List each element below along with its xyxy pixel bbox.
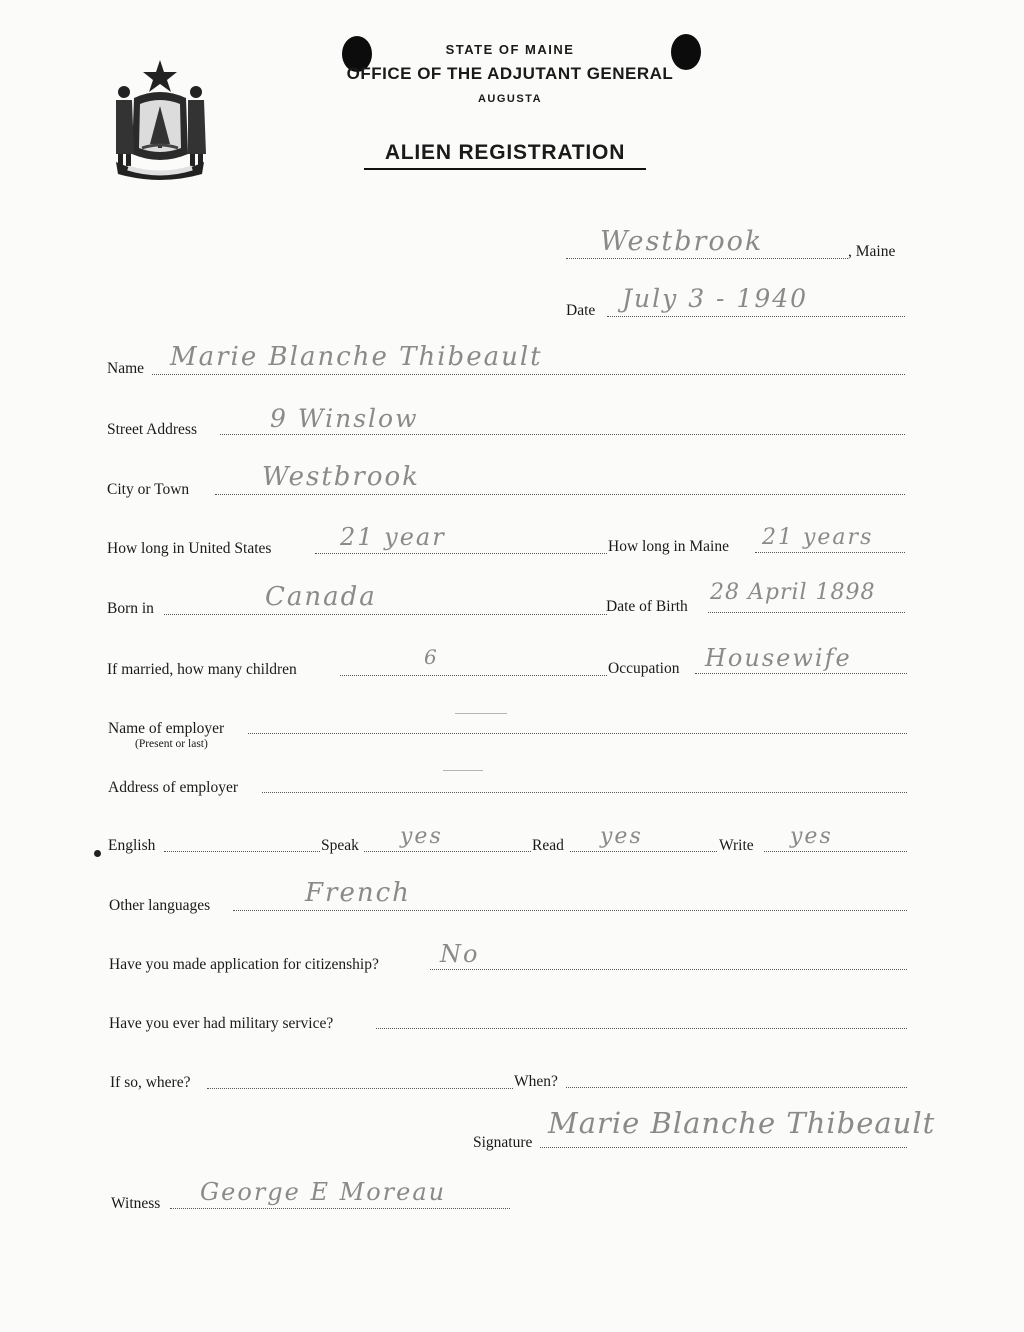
born-in-line xyxy=(164,614,607,615)
read-line xyxy=(570,851,717,852)
speak-value: yes xyxy=(400,824,443,849)
town-value: Westbrook xyxy=(600,226,764,257)
employer-address-line xyxy=(262,792,907,793)
read-value: yes xyxy=(600,824,643,849)
street-value: 9 Winslow xyxy=(270,404,419,433)
english-label: English xyxy=(108,837,156,854)
date-value: July 3 - 1940 xyxy=(622,284,809,313)
street-line xyxy=(220,434,905,435)
children-line xyxy=(340,675,607,676)
born-in-label: Born in xyxy=(107,600,154,617)
header-state: STATE OF MAINE xyxy=(445,42,575,57)
witness-value: George E Moreau xyxy=(200,1178,447,1206)
when-line xyxy=(566,1087,907,1088)
city-line xyxy=(215,494,905,495)
employer-sublabel: (Present or last) xyxy=(135,738,208,750)
citizenship-label: Have you made application for citizenship? xyxy=(109,956,379,973)
witness-line xyxy=(170,1208,510,1209)
occupation-value: Housewife xyxy=(705,644,852,672)
where-label: If so, where? xyxy=(110,1074,191,1091)
other-languages-value: French xyxy=(305,878,411,908)
speak-line xyxy=(364,851,531,852)
us-duration-value: 21 year xyxy=(340,523,446,551)
employer-address-label: Address of employer xyxy=(108,779,238,796)
name-value: Marie Blanche Thibeault xyxy=(170,342,543,372)
witness-label: Witness xyxy=(111,1195,161,1212)
children-label: If married, how many children xyxy=(107,661,297,678)
children-value: 6 xyxy=(424,645,439,669)
employer-dash xyxy=(455,713,507,714)
header-office: OFFICE OF THE ADJUTANT GENERAL xyxy=(346,64,674,83)
birth-date-value: 28 April 1898 xyxy=(710,580,876,605)
city-label: City or Town xyxy=(107,481,190,498)
us-duration-line xyxy=(315,553,607,554)
military-line xyxy=(376,1028,907,1029)
form-title: ALIEN REGISTRATION xyxy=(364,141,646,170)
military-label: Have you ever had military service? xyxy=(109,1015,334,1032)
citizenship-line xyxy=(430,969,907,970)
speak-label: Speak xyxy=(321,837,359,854)
write-line xyxy=(764,851,907,852)
city-value: Westbrook xyxy=(262,462,420,492)
date-line xyxy=(607,316,905,317)
name-line xyxy=(152,374,905,375)
birth-date-label: Date of Birth xyxy=(606,598,688,615)
date-label: Date xyxy=(566,302,596,319)
maine-duration-label: How long in Maine xyxy=(608,538,729,555)
street-label: Street Address xyxy=(107,421,197,438)
other-languages-line xyxy=(233,910,907,911)
signature-value: Marie Blanche Thibeault xyxy=(548,1106,936,1140)
signature-line xyxy=(540,1147,907,1148)
employer-line xyxy=(248,733,907,734)
name-label: Name xyxy=(107,360,145,377)
write-label: Write xyxy=(719,837,754,854)
where-line xyxy=(207,1088,513,1089)
state-label: , Maine xyxy=(848,243,896,260)
maine-duration-value: 21 years xyxy=(762,525,874,550)
other-languages-label: Other languages xyxy=(109,897,211,914)
when-label: When? xyxy=(514,1073,558,1090)
english-line xyxy=(164,851,320,852)
occupation-line xyxy=(695,673,907,674)
write-value: yes xyxy=(790,824,833,849)
town-line xyxy=(566,258,848,259)
citizenship-value: No xyxy=(440,940,480,968)
employer-address-dash xyxy=(443,770,483,771)
state-seal-icon xyxy=(104,58,216,182)
birth-date-line xyxy=(708,612,905,613)
born-in-value: Canada xyxy=(265,582,377,612)
employer-label: Name of employer xyxy=(108,720,225,737)
signature-label: Signature xyxy=(473,1134,533,1151)
occupation-label: Occupation xyxy=(608,660,680,677)
us-duration-label: How long in United States xyxy=(107,540,272,557)
maine-duration-line xyxy=(755,552,905,553)
margin-dot xyxy=(94,850,101,857)
read-label: Read xyxy=(532,837,564,854)
header-city: AUGUSTA xyxy=(477,93,543,105)
